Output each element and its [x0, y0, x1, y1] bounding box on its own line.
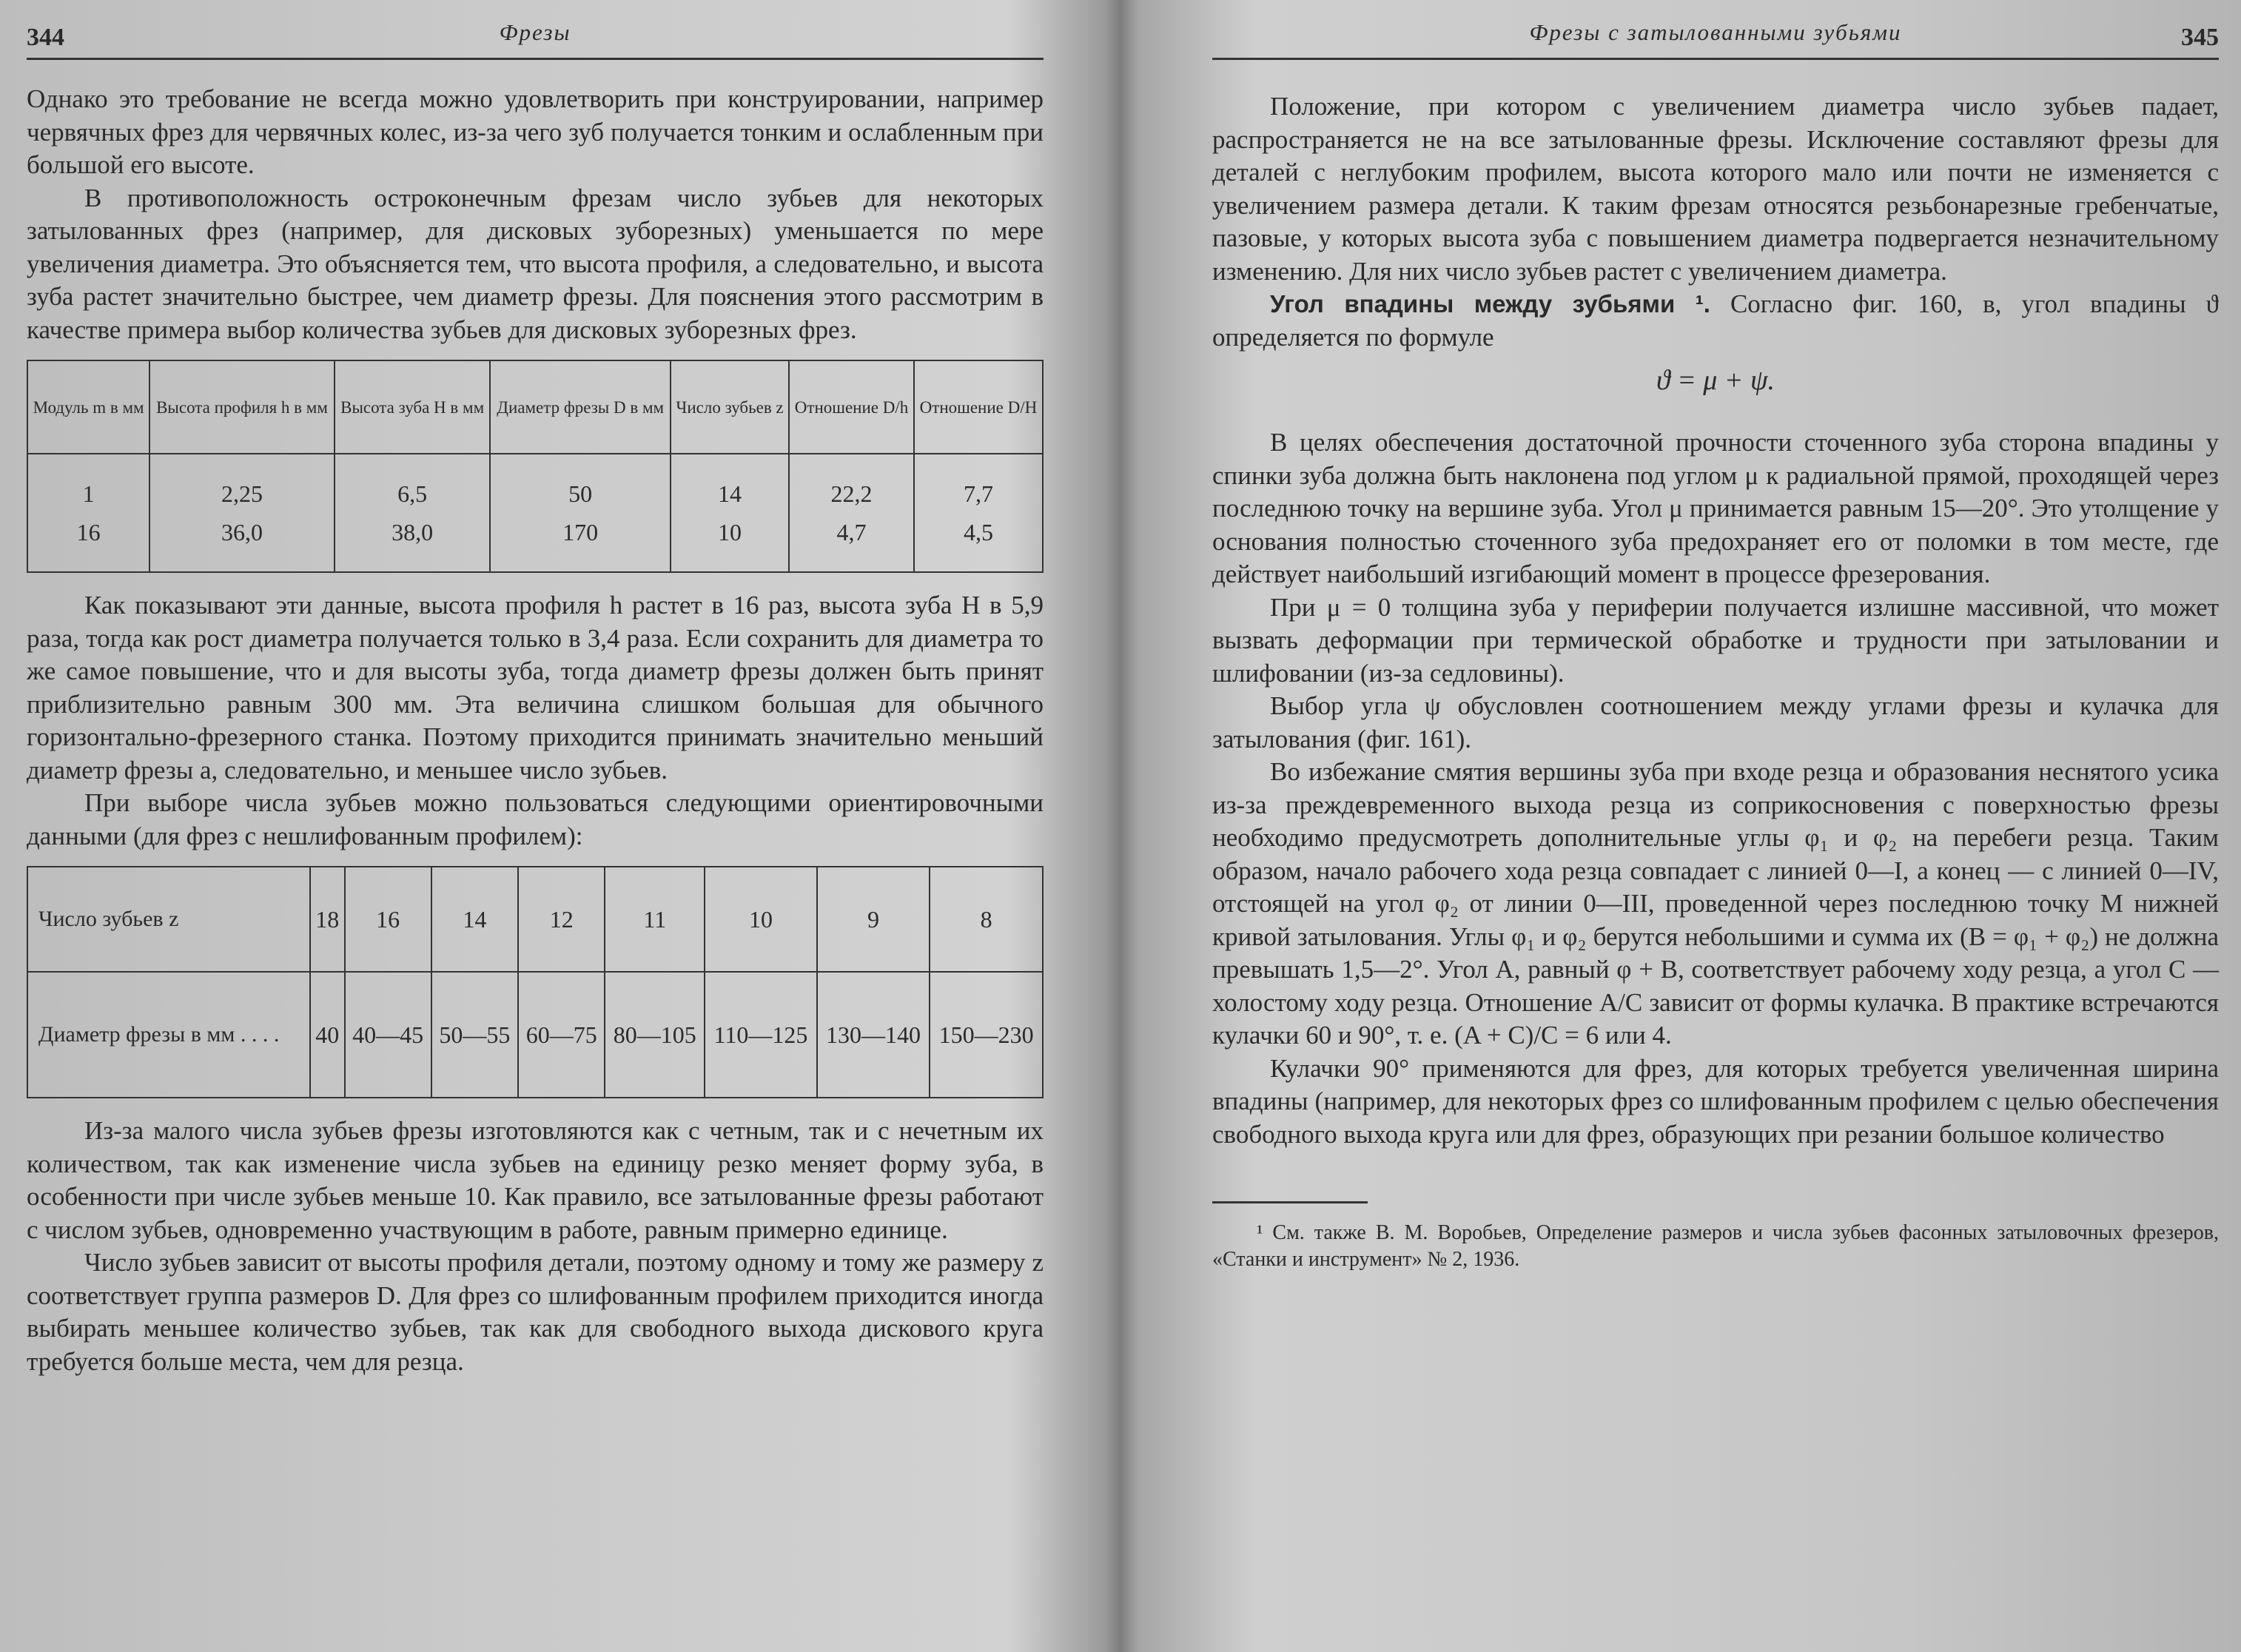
table-cell-value: 4,5	[963, 519, 993, 545]
paragraph: Число зубьев зависит от высоты профиля детали, поэтому одному и тому же размеру z соответствует группа размеров D. Для фрез со шлифованным профилем приходится иногда выбирать меньшее количество зубьев, так как для свободного выхода дискового круга требуется больше места, чем для резца.	[27, 1248, 1044, 1376]
table-cell-value: 38,0	[392, 519, 434, 545]
formula: ϑ = μ + ψ.	[1656, 365, 1775, 396]
paragraph: Однако это требование не всегда можно удовлетворить при конструировании, например червячных фрез для червячных колес, из-за чего зуб получается тонким и ослабленным при большой его высоте.	[27, 84, 1044, 179]
table-header-cell: Отношение D/H	[914, 360, 1043, 454]
paragraph: В противоположность остроконечным фрезам число зубьев для некоторых затылованных фрез (например, для дисковых зуборезных) уменьшается по мере увеличения диаметра. Это объясняется тем, что высота профиля, а следовательно, и высота зуба растет значительно быстрее, чем диаметр фрезы. Для пояснения этого рассмотрим в качестве примера выбор количества зубьев для дисковых зуборезных фрез.	[27, 183, 1044, 344]
table-header-cell: Модуль m в мм	[27, 360, 149, 454]
table-cell-multi	[490, 454, 670, 572]
gear-cutter-data-table	[27, 360, 1044, 573]
table-cell-value: 16	[76, 519, 101, 545]
table-cell-multi	[149, 454, 335, 572]
table-header-row	[27, 360, 1043, 454]
paragraph: При выборе числа зубьев можно пользоваться следующими ориентировочными данными (для фрез с нешлифованным профилем):	[27, 788, 1044, 850]
table-header-cell: Число зубьев z	[671, 360, 789, 454]
table-cell-multi	[914, 454, 1043, 572]
table-cell: 150—230	[930, 972, 1043, 1098]
page-number: 345	[2181, 24, 2219, 51]
table-header-cell: Высота зуба H в мм	[335, 360, 491, 454]
row-label: Диаметр фрезы в мм . . . .	[27, 972, 310, 1098]
paragraph: В целях обеспечения достаточной прочности сточенного зуба сторона впадины у спинки зуба должна быть наклонена под углом μ к радиальной прямой, проходящей через последнюю точку на вершине зуба. Угол μ принимается равным 15—20°. Это утолщение у основания полностью сточенного зуба предохраняет его от поломки в том месте, где действует наибольший изгибающий момент в процессе фрезерования.	[1212, 428, 2219, 588]
table-header-cell: Диаметр фрезы D в мм	[490, 360, 670, 454]
table-cell: 50—55	[431, 972, 518, 1098]
footnote: ¹ См. также В. М. Воробьев, Определение размеров и числа зубьев фасонных затыловочных фрезеров, «Станки и инструмент» № 2, 1936.	[1212, 1221, 2219, 1271]
running-head-title: Фрезы	[499, 19, 571, 45]
table-cell: 10	[705, 867, 816, 972]
right-text-column	[1212, 90, 2219, 1273]
teeth-count-table	[27, 866, 1044, 1098]
running-head-title: Фрезы с затылованными зубьями	[1529, 19, 1902, 45]
table-header-cell: Отношение D/h	[789, 360, 914, 454]
table-row	[27, 454, 1043, 572]
table-cell: 11	[605, 867, 705, 972]
paragraph: Во избежание смятия вершины зуба при входе резца и образования неснятого усика из-за преждевременного выхода резца из соприкосновения с поверхностью фрезы необходимо предусмотреть дополнительные углы φ₁ и φ₂ на перебеги резца. Таким образом, начало рабочего хода резца совпадает с линией 0—I, а конец — с линией 0—IV, отстоящей на угол φ₂ от линии 0—III, проведенной через последнюю точку M нижней кривой затылования. Углы φ₁ и φ₂ берутся небольшими и сумма их (B = φ₁ + φ₂) не должна превышать 1,5—2°. Угол A, равный φ + B, соответствует рабочему ходу резца, а угол C — холостому ходу резца. Отношение A/C зависит от формы кулачка. В практике встречаются кулачки 60 и 90°, т. е. (A + C)/C = 6 или 4.	[1212, 757, 2219, 1050]
table-cell-value: 14	[718, 480, 742, 507]
table-cell-value: 50	[568, 480, 593, 507]
table-cell: 130—140	[817, 972, 930, 1098]
table-row	[27, 972, 1043, 1098]
table-row	[27, 867, 1043, 972]
table-cell-value: 170	[562, 519, 599, 545]
table-header-cell: Высота профиля h в мм	[149, 360, 335, 454]
table-cell: 9	[817, 867, 930, 972]
table-cell: 16	[345, 867, 431, 972]
paragraph: Как показывают эти данные, высота профиля h растет в 16 раз, высота зуба H в 5,9 раза, тогда как рост диаметра получается только в 3,4 раза. Если сохранить для диаметра то же самое повышение, что и для высоты зуба, тогда диаметр фрезы должен быть принят приблизительно равным 300 мм. Эта величина слишком большая для обычного горизонтально-фрезерного станка. Поэтому приходится принимать значительно меньший диаметр фрезы а, следовательно, и меньшее число зубьев.	[27, 591, 1044, 785]
paragraph: Выбор угла ψ обусловлен соотношением между углами фрезы и кулачка для затылования (фиг. 161).	[1212, 691, 2219, 753]
paragraph: Положение, при котором с увеличением диаметра число зубьев падает, распространяется не на все затылованные фрезы. Исключение составляют фрезы для деталей с неглубоким профилем, высота которого мало или почти не изменяется с увеличением размера детали. К таким фрезам относятся резьбонарезные гребенчатые, пазовые, у которых высота зуба с повышением диаметра подвергается незначительному изменению. Для них число зубьев растет с увеличением диаметра.	[1212, 92, 2219, 286]
table-cell: 60—75	[518, 972, 605, 1098]
table-cell: 18	[310, 867, 344, 972]
table-cell: 40—45	[345, 972, 431, 1098]
table-cell-multi	[335, 454, 491, 572]
table-cell-value: 1	[82, 480, 95, 507]
left-running-header	[27, 19, 1044, 60]
table-cell-value: 10	[718, 519, 742, 545]
paragraph: Кулачки 90° применяются для фрез, для которых требуется увеличенная ширина впадины (например, для некоторых фрез со шлифованным профилем с целью обеспечения свободного выхода круга или для фрез, образующих при резании большое количество	[1212, 1053, 2219, 1149]
table-cell-value: 4,7	[836, 519, 867, 545]
table-cell-multi	[671, 454, 789, 572]
paragraph: Из-за малого числа зубьев фрезы изготовляются как с четным, так и с нечетным их количеством, так как изменение числа зубьев на единицу резко меняет форму зуба, в особенности при числе зубьев меньше 10. Как правило, все затылованные фрезы работают с числом зубьев, одновременно участвующим в работе, равным примерно единице.	[27, 1116, 1044, 1244]
footnote-divider	[1212, 1201, 1368, 1203]
right-running-header	[1212, 19, 2219, 60]
table-cell-value: 22,2	[830, 480, 873, 507]
paragraph: При μ = 0 толщина зуба у периферии получается излишне массивной, что может вызвать деформации при термической обработке и трудности при затыловании и шлифовании (из-за седловины).	[1212, 592, 2219, 688]
table-cell: 12	[518, 867, 605, 972]
table-cell: 110—125	[705, 972, 816, 1098]
paragraph-with-heading	[1212, 288, 2219, 354]
table-cell: 14	[431, 867, 518, 972]
paragraph-text: Согласно фиг. 160, в, угол впадины ϑ определяется по формуле	[1212, 289, 2219, 352]
section-heading: Угол впадины между зубьями ¹.	[1270, 290, 1710, 318]
table-cell: 8	[930, 867, 1043, 972]
row-label: Число зубьев z	[27, 867, 310, 972]
table-cell-value: 2,25	[221, 480, 263, 507]
table-cell-value: 7,7	[963, 480, 993, 507]
table-cell-value: 36,0	[221, 519, 263, 545]
table-cell-multi	[27, 454, 149, 572]
table-cell: 80—105	[605, 972, 705, 1098]
page-number: 344	[27, 24, 64, 51]
table-cell-multi	[789, 454, 914, 572]
right-page	[1138, 0, 2241, 1652]
left-page	[0, 0, 1103, 1652]
table-cell: 40	[310, 972, 344, 1098]
table-cell-value: 6,5	[397, 480, 428, 507]
left-text-column	[27, 83, 1044, 1378]
